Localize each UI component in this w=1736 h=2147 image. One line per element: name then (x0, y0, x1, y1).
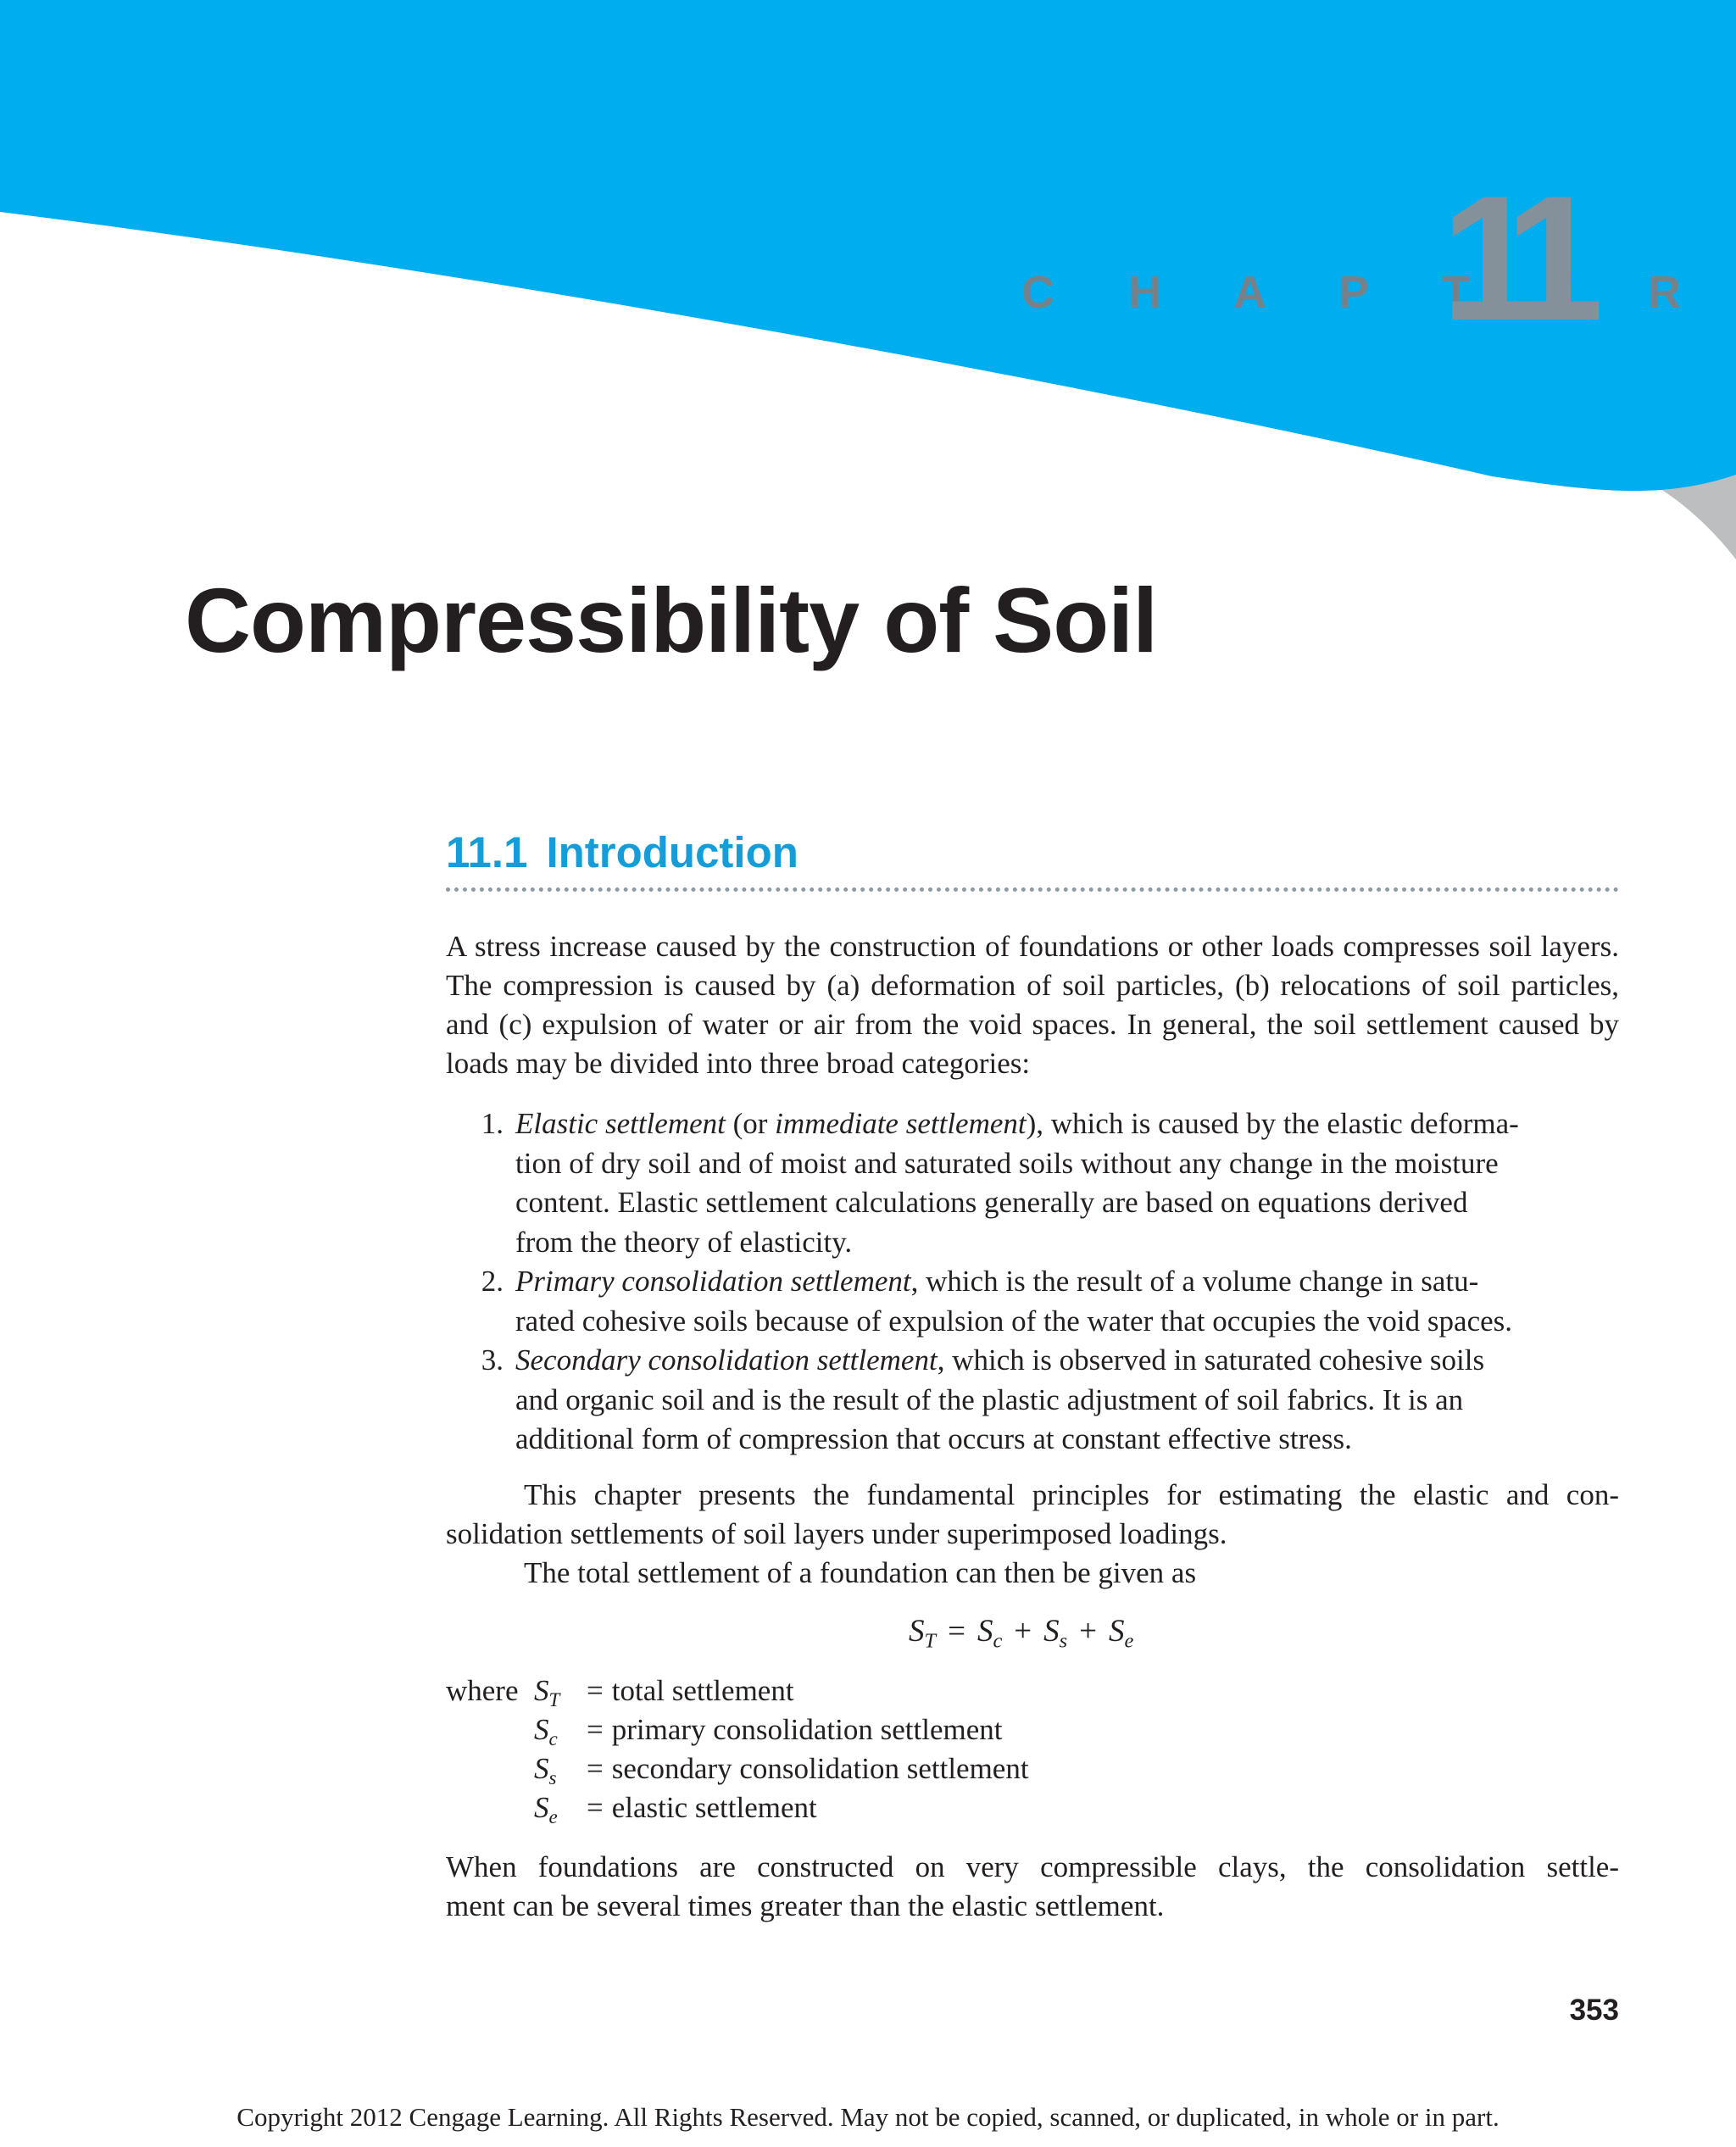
term-secondary-consolidation: Secondary consolidation settlement (515, 1343, 938, 1377)
total-settlement-intro: The total settlement of a foundation can then be given as (524, 1556, 1197, 1589)
closing-paragraph: When foundations are constructed on very compressible clays, the consolidation settle- ment can be several times greater than the elastic settlement. (446, 1850, 1619, 1922)
definition-row: $S_s$ = secondary consolidation settlement (534, 1752, 1029, 1788)
term-primary-consolidation: Primary consolidation settlement (515, 1265, 911, 1298)
chapter-number: 11 (1441, 159, 1578, 358)
definition-row: where $S_T$ = total settlement (446, 1674, 794, 1710)
section-divider (446, 887, 1619, 892)
section-title: Introduction (546, 828, 798, 876)
settlement-categories-list (446, 1104, 1619, 1460)
definition-row: $S_e$ = elastic settlement (534, 1791, 817, 1827)
section-heading (446, 829, 798, 876)
list-item-primary: 2. Primary consolidation settlement, which is the result of a volume change in satu- rated cohesive soils because of expulsion of the water that occupies the void spaces. (446, 1262, 1619, 1341)
section-number: 11.1 (446, 828, 528, 876)
copyright-notice: Copyright 2012 Cengage Learning. All Rights Reserved. May not be copied, scanned, or duplicated, in whole or in part. (236, 2102, 1500, 2132)
list-item-elastic: 1. Elastic settlement (or immediate settlement), which is caused by the elastic deforma- tion of dry soil and of moist and saturated soils without any change in the moisture content. Elastic settlement calculations generally are based on equations derived from the theory of elasticity. (446, 1104, 1619, 1262)
page-number: 353 (1569, 1994, 1619, 2027)
list-number: 3. (481, 1343, 504, 1377)
term-elastic-settlement: Elastic settlement (515, 1107, 726, 1140)
term-immediate-settlement: immediate settlement (775, 1107, 1027, 1140)
intro-paragraph: A stress increase caused by the construction of foundations or other loads compresses soil layers. The compression is caused by (a) deformation of soil particles, (b) relocations of soil particles, and (c) expulsion of water or air from the void spaces. In general, the soil settlement caused by loads may be divided into three broad categories: (446, 930, 1619, 1080)
presents-paragraph: This chapter presents the fundamental principles for estimating the elastic and con- solidation settlements of soil layers under superimposed loadings. The total settlement of a foundation can then be given as (446, 1476, 1619, 1593)
definition-row: $S_c$ = primary consolidation settlement (534, 1713, 1003, 1749)
list-number: 1. (481, 1107, 504, 1140)
equation-definitions (446, 1671, 1029, 1827)
chapter-title: Compressibility of Soil (185, 569, 1158, 671)
total-settlement-equation: $S_T = S_c + S_s + S_e$ (909, 1614, 1134, 1653)
list-item-secondary: 3. Secondary consolidation settlement, which is observed in saturated cohesive soils and organic soil and is the result of the plastic adjustment of soil fabrics. It is an additional form of compression that occurs at constant effective stress. (446, 1341, 1619, 1460)
list-number: 2. (481, 1265, 504, 1298)
chapter-label: C H A P T E R (1021, 267, 1712, 318)
